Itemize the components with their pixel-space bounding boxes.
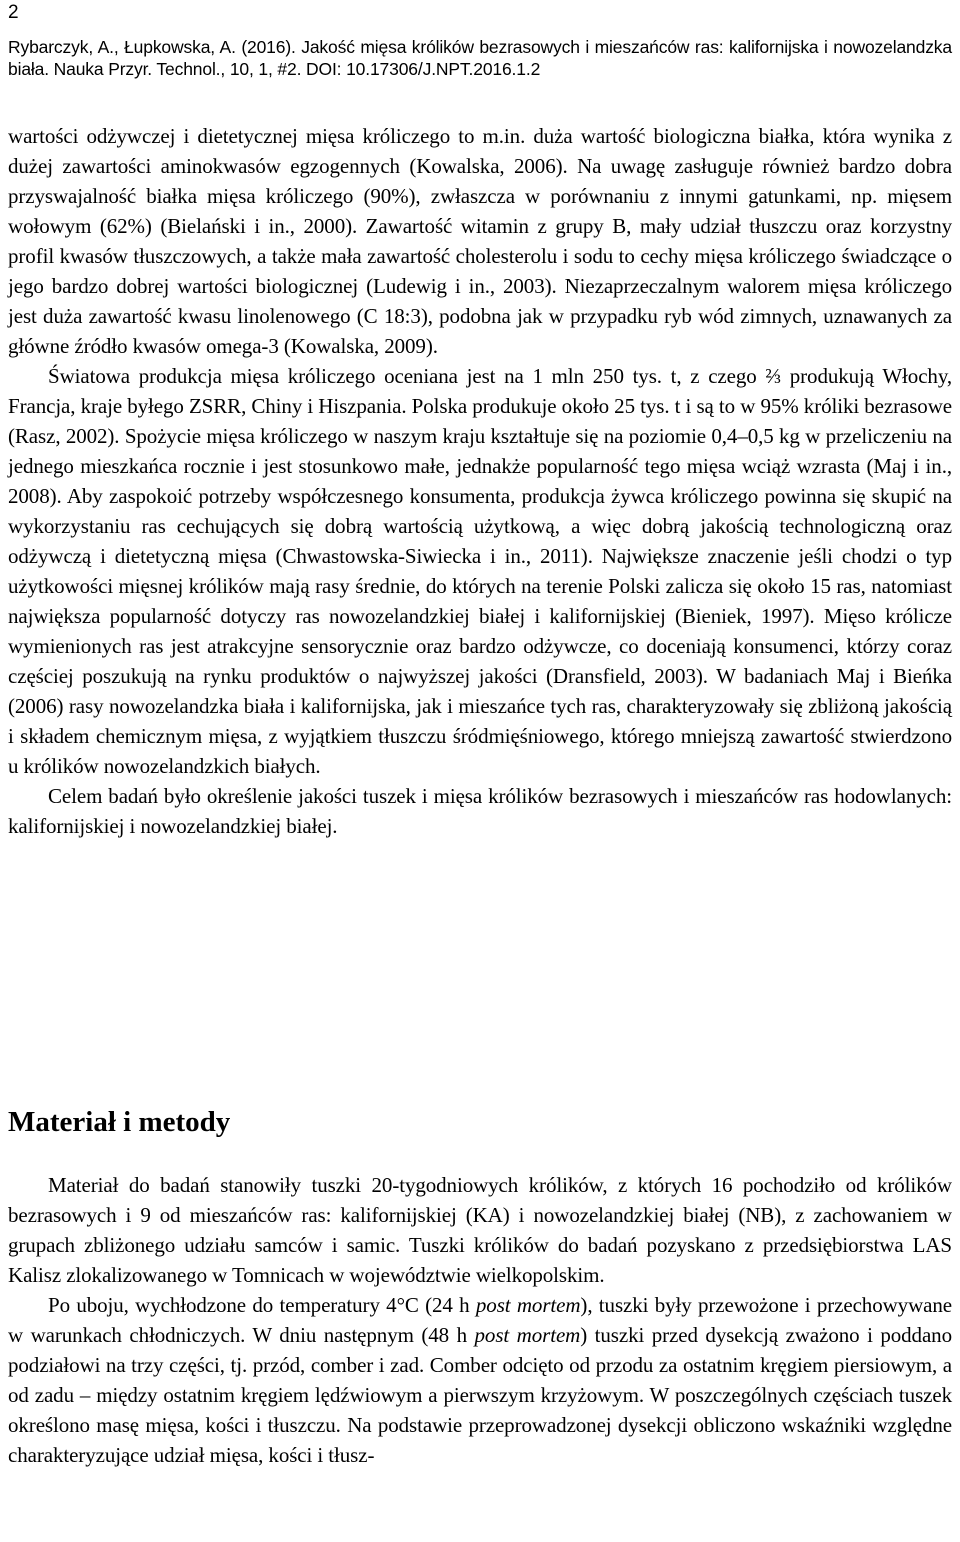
citation-header: Rybarczyk, A., Łupkowska, A. (2016). Jakość mięsa królików bezrasowych i mieszańców ras: kalifornijska i nowozelandzka biała. Nauka Przyr. Technol., 10, 1, #2. DOI: 10.17306/J.NPT.2016.1.2	[8, 37, 952, 79]
paragraph: wartości odżywczej i dietetycznej mięsa króliczego to m.in. duża wartość biologiczna białka, która wynika z dużej zawartości aminokwasów egzogennych (Kowalska, 2006). Na uwagę zasługuje również bardzo dobra przyswajalność białka mięsa króliczego (90%), zwłaszcza w porównaniu z innymi gatunkami, np. mięsem wołowym (62%) (Bielański i in., 2000). Zawartość witamin z grupy B, mały udział tłuszczu oraz korzystny profil kwasów tłuszczowych, a także mała zawartość cholesterolu i sodu to cechy mięsa króliczego świadczące o jego bardzo dobrej wartości biologicznej (Ludewig i in., 2003). Niezaprzeczalnym walorem mięsa króliczego jest duża zawartość kwasu linolenowego (C 18:3), podobna jak w przypadku ryb wód zimnych, uznawanych za główne źródło kwasów omega-3 (Kowalska, 2009).	[8, 124, 952, 358]
paragraph: Światowa produkcja mięsa króliczego oceniana jest na 1 mln 250 tys. t, z czego ⅔ produkują Włochy, Francja, kraje byłego ZSRR, Chiny i Hiszpania. Polska produkuje około 25 tys. t i są to w 95% króliki bezrasowe (Rasz, 2002). Spożycie mięsa króliczego w naszym kraju kształtuje się na poziomie 0,4–0,5 kg w przeliczeniu na jednego mieszkańca rocznie i jest stosunkowo małe, jednakże popularność tego mięsa wciąż wzrasta (Maj i in., 2008). Aby zaspokoić potrzeby współczesnego konsumenta, produkcja żywca króliczego powinna się skupić na wykorzystaniu ras cechujących się dobrą wartością użytkową, a więc dobrą jakością technologiczną oraz odżywczą i dietetyczną mięsa (Chwastowska-Siwiecka i in., 2011). Największe znaczenie jeśli chodzi o typ użytkowości mięsnej królików mają rasy średnie, do których na terenie Polski zalicza się około 15 ras, natomiast największa popularność dotyczy ras nowozelandzkiej białej i kalifornijskiej (Bieniek, 1997). Mięso królicze wymienionych ras jest atrakcyjne sensorycznie oraz bardzo odżywcze, co doceniają konsumenci, którzy coraz częściej poszukują na rynku produktów o najwyższej jakości (Dransfield, 2003). W badaniach Maj i Bieńka (2006) rasy nowozelandzka biała i kalifornijska, jak i mieszańce tych ras, charakteryzowały się zbliżoną jakością i składem chemicznym mięsa, z wyjątkiem tłuszczu śródmięśniowego, którego mniejszą zawartość stwierdzono u królików nowozelandzkich białych.	[8, 364, 952, 778]
text-run: Po uboju, wychłodzone do temperatury 4°C (24 h	[48, 1293, 476, 1317]
text-run: ) tuszki przed dysekcją zważono i poddano podziałowi na trzy części, tj. przód, comber i zad. Comber odcięto od przodu za ostatnim kręgiem piersiowym, a od zadu – między ostatnim kręgiem lędźwiowym a pierwszym krzyżowym. W poszczególnych częściach tuszek określono masę mięsa, kości i tłuszczu. Na podstawie przeprowadzonej dysekcji obliczono wskaźniki względne charakteryzujące udział mięsa, kości i tłusz-	[8, 1323, 952, 1467]
methods-section	[8, 1170, 952, 1470]
text-run: ), tuszki były przewożone i przechowywane w warunkach chłodniczych. W dniu następnym (48 h	[8, 1293, 952, 1347]
italic-term: post mortem	[474, 1323, 581, 1347]
paragraph: Materiał do badań stanowiły tuszki 20-tygodniowych królików, z których 16 pochodziło od królików bezrasowych i 9 od mieszańców ras: kalifornijskiej (KA) i nowozelandzkiej białej (NB), z zachowaniem w grupach zbliżonego udziału samców i samic. Tuszki królików do badań pozyskano z przedsiębiorstwa LAS Kalisz zlokalizowanego w Tomnicach w województwie wielkopolskim.	[8, 1173, 952, 1287]
intro-section	[8, 121, 952, 841]
paragraph: Celem badań było określenie jakości tuszek i mięsa królików bezrasowych i mieszańców ras hodowlanych: kalifornijskiej i nowozelandzkiej białej.	[8, 784, 952, 838]
section-heading: Materiał i metody	[8, 1106, 231, 1138]
italic-term: post mortem	[475, 1293, 581, 1317]
page-number: 2	[8, 2, 19, 23]
paragraph	[8, 1290, 952, 1470]
